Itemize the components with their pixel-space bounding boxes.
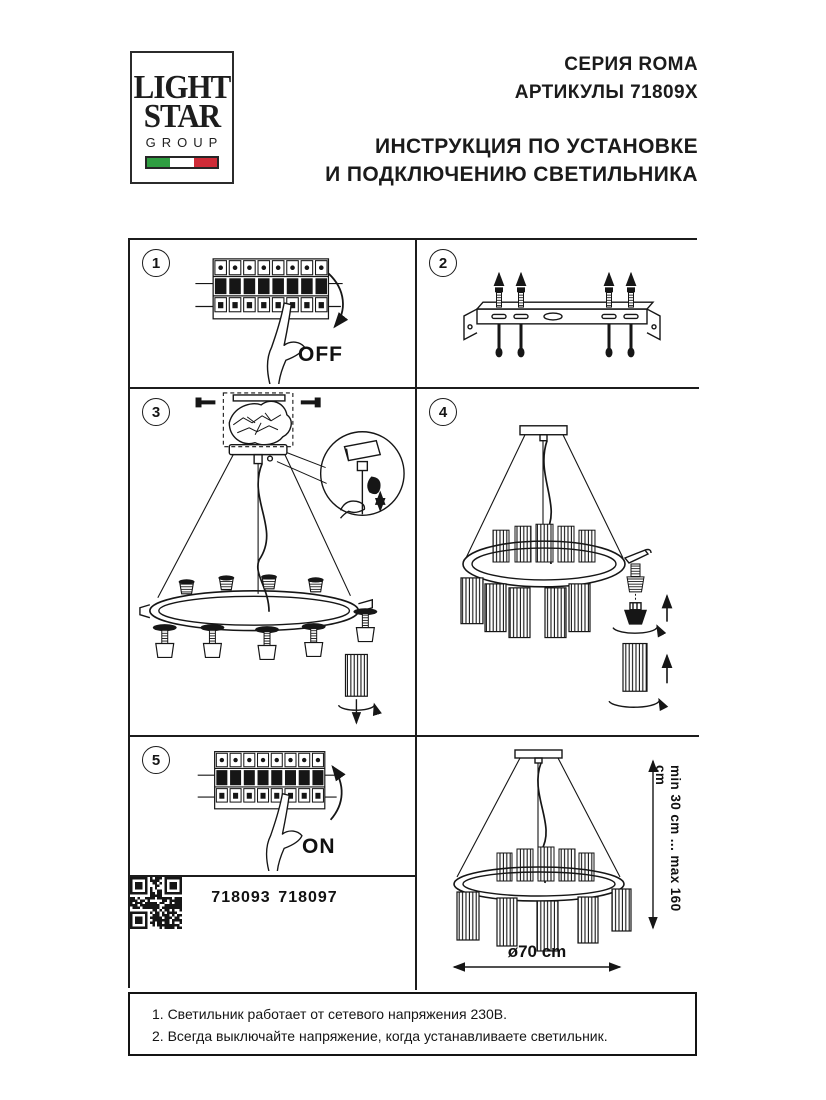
- articles-title: АРТИКУЛЫ 71809X: [514, 82, 698, 103]
- doc-title-line1: ИНСТРУКЦИЯ ПО УСТАНОВКЕ: [374, 135, 698, 158]
- back-shades: [497, 847, 594, 881]
- off-label: OFF: [298, 343, 343, 366]
- socket-and-bulb-detail: [613, 564, 667, 633]
- logo-word-star: STAR: [143, 96, 221, 134]
- steps-grid: [128, 238, 697, 988]
- screws-and-anchors: [495, 274, 635, 358]
- panel-step1: [130, 240, 417, 389]
- diameter-dimension-label: ø70 cm: [507, 942, 567, 961]
- on-label: ON: [302, 835, 336, 858]
- height-dimension-label: min 30 cm ... max 160 cm: [653, 765, 683, 912]
- lightstar-logo: [130, 51, 234, 184]
- panel-dimensions: [417, 737, 699, 990]
- step2-number: 2: [429, 249, 457, 277]
- panel-step4: [417, 389, 699, 737]
- ceiling-junction: [196, 393, 321, 464]
- cable-adjuster-detail: [321, 432, 404, 519]
- installation-drawing: [130, 389, 415, 735]
- step3-number: 3: [142, 398, 170, 426]
- breaker-off-drawing: [130, 240, 415, 387]
- logo-word-light: LIGHT: [133, 67, 231, 106]
- step1-number: 1: [142, 249, 170, 277]
- panel-qr-codes: [130, 877, 417, 990]
- flag-green: [147, 158, 170, 167]
- qr-label-left: 718093: [211, 889, 271, 906]
- chandelier-shades-drawing: [417, 389, 699, 735]
- logo-word-group: GROUP: [145, 135, 224, 151]
- panel-step3: [130, 389, 417, 737]
- ceiling-plate: [515, 750, 562, 763]
- panel-step2: [417, 240, 699, 389]
- step4-number: 4: [429, 398, 457, 426]
- series-title: СЕРИЯ ROMA: [564, 54, 698, 75]
- flag-white: [170, 158, 193, 167]
- note-line-2: 2. Всегда выключайте напряжение, когда устанавливаете светильник.: [152, 1028, 608, 1045]
- bracket-drawing: [417, 240, 699, 387]
- note-line-1: 1. Светильник работает от сетевого напряжения 230В.: [152, 1006, 508, 1022]
- qr-label-right: 718097: [278, 889, 338, 906]
- spare-shade-detail: [609, 644, 667, 708]
- safety-notes-box: [128, 992, 697, 1056]
- shade-install-hint: [339, 654, 375, 723]
- flag-red: [194, 158, 217, 167]
- chandelier-ring: [463, 541, 651, 587]
- ceiling-plate: [520, 426, 567, 441]
- panel-step5: [130, 737, 417, 877]
- qr-code-right: [130, 877, 182, 929]
- italian-flag-bar: [145, 156, 219, 169]
- breaker-on-drawing: [130, 737, 415, 875]
- step5-number: 5: [142, 746, 170, 774]
- doc-title-line2: И ПОДКЛЮЧЕНИЮ СВЕТИЛЬНИКА: [325, 163, 698, 186]
